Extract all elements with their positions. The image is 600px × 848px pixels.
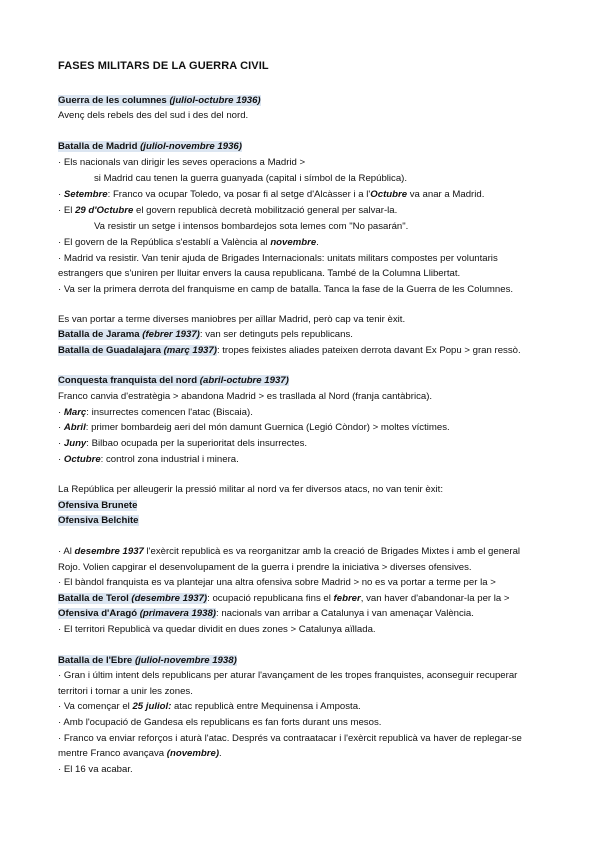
text-line: mentre Franco avançava (novembre). (58, 748, 222, 759)
text-line: Va resistir un setge i intensos bombardejos sota lemes com "No pasarán". (94, 221, 409, 232)
text-line: · Va ser la primera derrota del franquisme en camp de batalla. Tanca la fase de la Guerra de les Columnes. (58, 284, 514, 295)
text-line: · Els nacionals van dirigir les seves operacions a Madrid > (58, 157, 306, 168)
ofensiva-brunete: Ofensiva Brunete (58, 500, 138, 511)
document-title: FASES MILITARS DE LA GUERRA CIVIL (58, 60, 269, 72)
text-line: · Amb l'ocupació de Gandesa els republicans es fan forts durant uns mesos. (58, 717, 382, 728)
text-line: Es van portar a terme diverses maniobres per aïllar Madrid, però cap va tenir èxit. (58, 314, 406, 325)
text-line: · Franco va enviar reforços i aturà l'atac. Després va contraatacar i l'exèrcit republicà va haver de replegar-se (58, 733, 522, 744)
ofensiva-belchite: Ofensiva Belchite (58, 515, 139, 526)
text-line: · Octubre: control zona industrial i minera. (58, 454, 239, 465)
heading-batalla-ebre: Batalla de l'Ebre (juliol-novembre 1938) (58, 655, 237, 666)
heading-conquesta-nord: Conquesta franquista del nord (abril-octubre 1937) (58, 375, 289, 386)
batalla-jarama-line: Batalla de Jarama (febrer 1937): van ser detinguts pels republicans. (58, 329, 353, 340)
heading-guerra-columnes: Guerra de les columnes (juliol-octubre 1936) (58, 95, 261, 106)
text-line: · El bàndol franquista es va plantejar una altra ofensiva sobre Madrid > no es va portar a terme per la > (58, 577, 496, 588)
text-line: La República per alleugerir la pressió militar al nord va fer diversos atacs, no van tenir èxit: (58, 484, 444, 495)
text-line: estrangers que s'uniren per lluitar envers la causa republicana. També de la Columna Llibertat. (58, 268, 461, 279)
text-line: · Va començar el 25 juliol: atac republicà entre Mequinensa i Amposta. (58, 701, 361, 712)
text-line: · Abril: primer bombardeig aeri del món damunt Guernica (Legió Còndor) > moltes víctimes. (58, 422, 450, 433)
text-line: · Madrid va resistir. Van tenir ajuda de Brigades Internacionals: unitats militars compostes per voluntaris (58, 253, 498, 264)
text-line: Rojo. Volien capgirar el desenvolupament de la guerra i prendre la iniciativa > diverses ofensives. (58, 562, 472, 573)
text-line: · El territori Republicà va quedar dividit en dues zones > Catalunya aïllada. (58, 624, 376, 635)
text-line: · Setembre: Franco va ocupar Toledo, va posar fi al setge d'Alcàsser i a l'Octubre va anar a Madrid. (58, 189, 485, 200)
text-line: Franco canvia d'estratègia > abandona Madrid > es trasllada al Nord (franja cantàbrica). (58, 391, 433, 402)
text-line: territori i tornar a unir les zones. (58, 686, 193, 697)
text-line: · El 16 va acabar. (58, 764, 133, 775)
text-line: · Al desembre 1937 l'exèrcit republicà es va reorganitzar amb la creació de Brigades Mixtes i amb el general (58, 546, 521, 557)
text-line: · El govern de la República s'establí a València al novembre. (58, 237, 319, 248)
text-line: · El 29 d'Octubre el govern republicà decretà mobilització general per salvar-la. (58, 205, 398, 216)
text-line: Avenç dels rebels des del sud i des del nord. (58, 110, 249, 121)
heading-batalla-madrid: Batalla de Madrid (juliol-novembre 1936) (58, 141, 242, 152)
text-line: · Gran i últim intent dels republicans per aturar l'avançament de les tropes franquistes, aconseguir recuperar (58, 670, 518, 681)
text-line: · Març: insurrectes comencen l'atac (Biscaia). (58, 407, 253, 418)
text-line: si Madrid cau tenen la guerra guanyada (capital i símbol de la República). (94, 173, 408, 184)
ofensiva-arago-line: Ofensiva d'Aragó (primavera 1938): nacionals van arribar a Catalunya i van amenaçar València. (58, 608, 474, 619)
batalla-guadalajara-line: Batalla de Guadalajara (març 1937): tropes feixistes aliades pateixen derrota davant Ex Popu > gran ressò. (58, 345, 521, 356)
batalla-terol-line: Batalla de Terol (desembre 1937): ocupació republicana fins el febrer, van haver d'abandonar-la per la > (58, 593, 510, 604)
text-line: · Juny: Bilbao ocupada per la superioritat dels insurrectes. (58, 438, 308, 449)
